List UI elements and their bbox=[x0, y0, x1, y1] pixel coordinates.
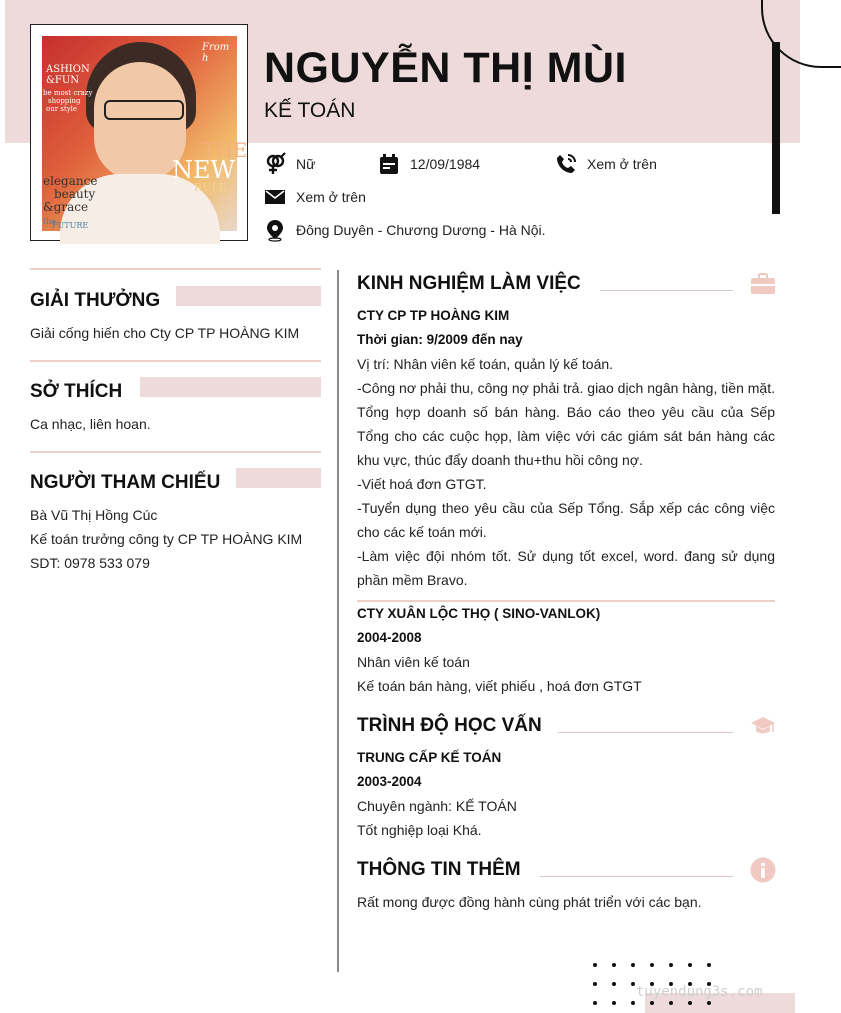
more-info-title: THÔNG TIN THÊM bbox=[357, 859, 521, 880]
school-period: 2003-2004 bbox=[357, 774, 422, 789]
candidate-name: NGUYỄN THỊ MÙI bbox=[264, 44, 627, 92]
hobbies-text: Ca nhạc, liên hoan. bbox=[30, 416, 151, 432]
mail-icon bbox=[264, 186, 286, 208]
column-divider bbox=[337, 270, 339, 972]
contact-gender bbox=[264, 153, 315, 175]
more-info-text: Rất mong được đồng hành cùng phát triển với các bạn. bbox=[357, 894, 702, 910]
hobbies-title: SỞ THÍCH bbox=[30, 381, 123, 402]
decorative-bar bbox=[772, 42, 780, 214]
info-icon bbox=[750, 857, 776, 883]
divider bbox=[600, 290, 733, 291]
references-title: NGƯỜI THAM CHIẾU bbox=[30, 472, 221, 493]
contact-phone bbox=[555, 153, 657, 175]
calendar-icon bbox=[378, 153, 400, 175]
awards-text: Giải cống hiến cho Cty CP TP HOÀNG KIM bbox=[30, 325, 300, 341]
job-line: -Làm việc đội nhóm tốt. Sử dụng tốt excel, word. đang sử dụng phần mềm Bravo. bbox=[357, 548, 775, 588]
divider bbox=[30, 268, 321, 270]
experience-title: KINH NGHIỆM LÀM VIỆC bbox=[357, 273, 581, 294]
profile-photo-frame bbox=[30, 24, 248, 241]
reference-phone: SDT: 0978 533 079 bbox=[30, 555, 150, 571]
reference-position: Kế toán trưởng công ty CP TP HOÀNG KIM bbox=[30, 531, 303, 547]
candidate-title: KẾ TOÁN bbox=[264, 99, 356, 122]
job-line: -Tuyển dụng theo yêu cầu của Sếp Tổng. Sắp xếp các công việc cho các kế toán mới. bbox=[357, 500, 775, 540]
job-line: Kế toán bán hàng, viết phiếu , hoá đơn GTGT bbox=[357, 678, 642, 694]
gender-value: Nữ bbox=[296, 156, 316, 172]
divider bbox=[30, 451, 321, 453]
job-line: Nhân viên kế toán bbox=[357, 654, 470, 670]
watermark: tuyendung3s.com bbox=[636, 984, 763, 1000]
job-company: CTY XUÂN LỘC THỌ ( SINO-VANLOK) bbox=[357, 606, 601, 621]
divider bbox=[540, 876, 733, 877]
gender-icon bbox=[264, 153, 286, 175]
awards-title: GIẢI THƯỞNG bbox=[30, 290, 161, 311]
job-line: -Công nơ phải thu, công nợ phải trả. giao dịch ngân hàng, tiền mặt. Tổng hợp doanh số bán hàng. Báo cáo theo yêu cầu của Sếp Tổng cho các cuộc họp, làm việc với các giám sát bán hàng các khu vực, thúc đẩy doanh thu+thu hồi công nợ. bbox=[357, 380, 775, 468]
phone-value: Xem ở trên bbox=[587, 156, 657, 172]
location-icon bbox=[264, 219, 286, 241]
briefcase-icon bbox=[750, 272, 776, 298]
job-line: Vị trí: Nhân viên kế toán, quản lý kế toán. bbox=[357, 356, 614, 372]
school-name: TRUNG CẤP KẾ TOÁN bbox=[357, 750, 502, 765]
reference-name: Bà Vũ Thị Hồng Cúc bbox=[30, 507, 158, 523]
job-period: 2004-2008 bbox=[357, 630, 422, 645]
graduation-cap-icon bbox=[750, 714, 776, 740]
divider bbox=[558, 732, 733, 733]
divider bbox=[357, 600, 775, 602]
email-value: Xem ở trên bbox=[296, 189, 366, 205]
profile-photo: ASHION &FUN be most crazy shopping our style From h THE NEW RULE elegance beauty &grace the FUTURE bbox=[42, 36, 237, 231]
title-accent-bar bbox=[236, 468, 321, 488]
education-line: Tốt nghiệp loại Khá. bbox=[357, 822, 482, 838]
job-period: Thời gian: 9/2009 đến nay bbox=[357, 332, 523, 347]
dob-value: 12/09/1984 bbox=[410, 156, 481, 172]
title-accent-bar bbox=[176, 286, 321, 306]
education-line: Chuyên ngành: KẾ TOÁN bbox=[357, 798, 517, 814]
contact-email bbox=[264, 186, 366, 208]
phone-icon bbox=[555, 153, 577, 175]
address-value: Đông Duyên - Chương Dương - Hà Nội. bbox=[296, 222, 546, 238]
title-accent-bar bbox=[140, 377, 321, 397]
job-line: -Viết hoá đơn GTGT. bbox=[357, 476, 487, 492]
education-title: TRÌNH ĐỘ HỌC VẤN bbox=[357, 715, 542, 736]
divider bbox=[30, 360, 321, 362]
contact-address bbox=[264, 219, 546, 241]
job-company: CTY CP TP HOÀNG KIM bbox=[357, 308, 510, 323]
contact-dob bbox=[378, 153, 480, 175]
